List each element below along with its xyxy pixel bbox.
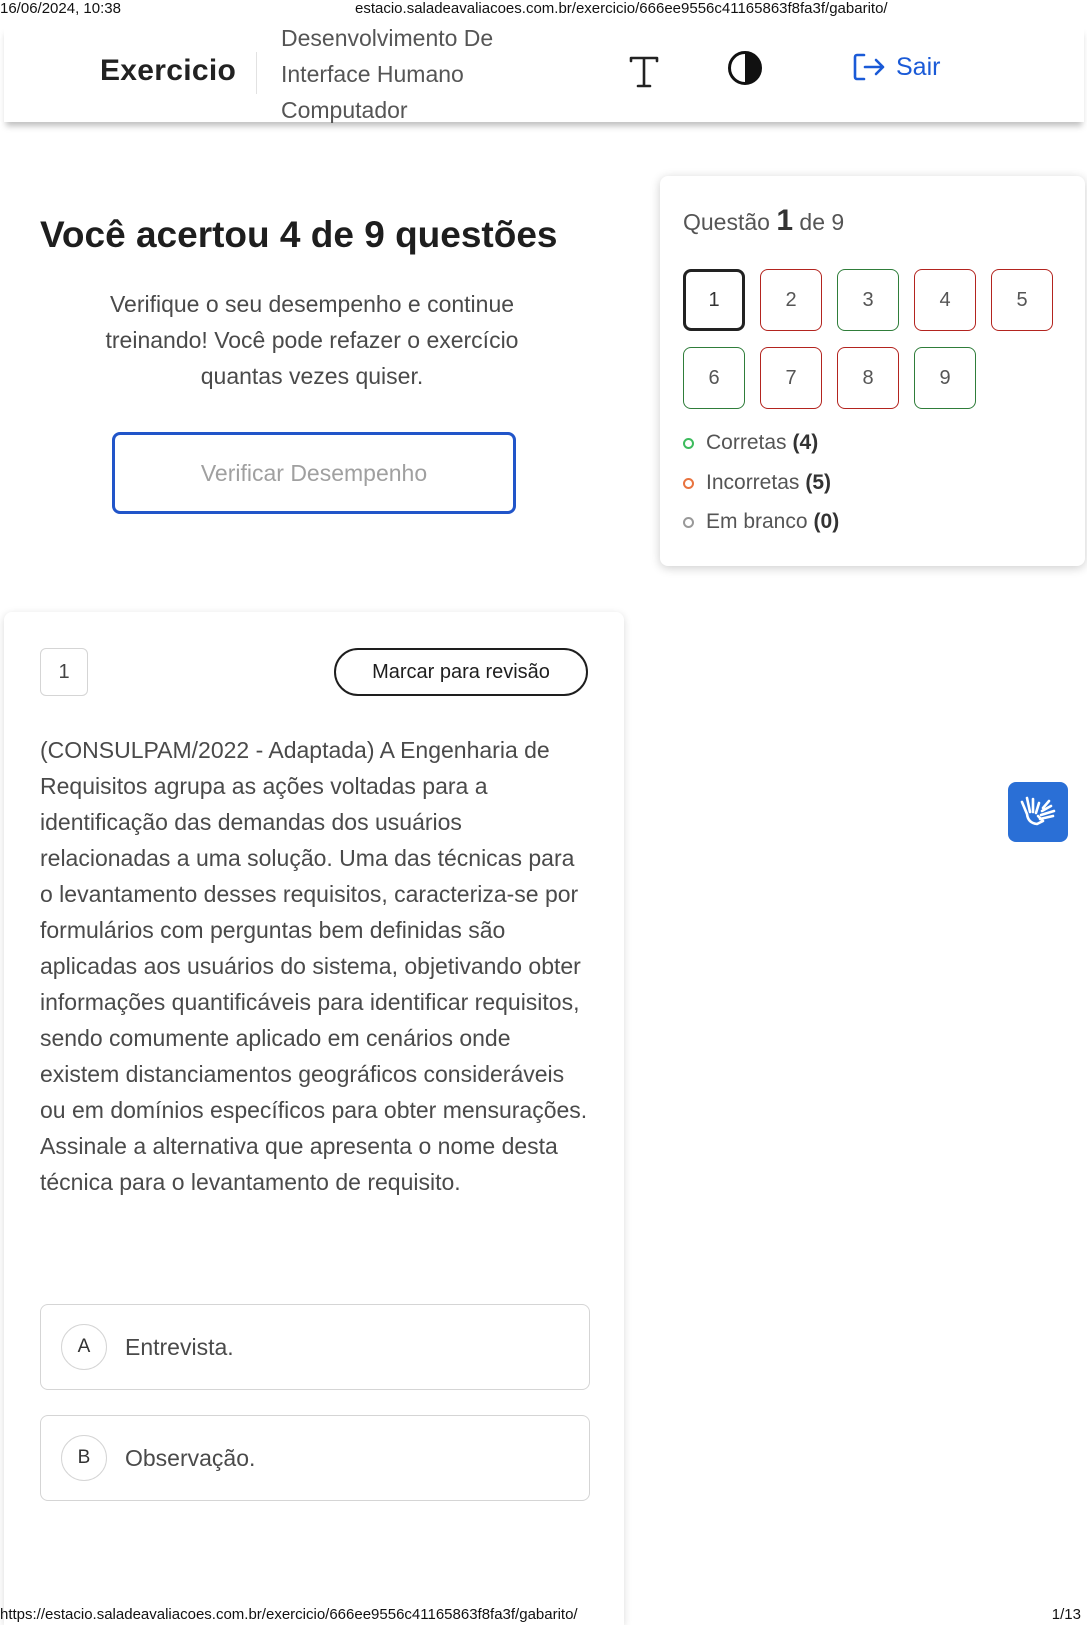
legend-label: Incorretas	[706, 471, 800, 494]
print-url-full: https://estacio.saladeavaliacoes.com.br/exercicio/666ee9556c41165863f8fa3f/gabarito/	[0, 1606, 578, 1623]
question-nav-button[interactable]: 4	[914, 269, 976, 331]
print-datetime: 16/06/2024, 10:38	[0, 0, 121, 17]
question-number: 1	[40, 648, 88, 696]
font-size-button[interactable]	[624, 50, 664, 94]
legend-blank	[683, 510, 839, 534]
question-nav-button[interactable]: 6	[683, 347, 745, 409]
print-url: estacio.saladeavaliacoes.com.br/exercicio/666ee9556c41165863f8fa3f/gabarito/	[355, 0, 888, 17]
logout-icon	[852, 52, 886, 82]
sign-language-button[interactable]	[1008, 782, 1068, 842]
text-size-icon	[627, 55, 661, 89]
question-nav-button[interactable]: 2	[760, 269, 822, 331]
option-text: Observação.	[125, 1444, 256, 1471]
logout-button[interactable]	[852, 52, 940, 82]
legend-count: (5)	[805, 471, 832, 494]
option-text: Entrevista.	[125, 1333, 234, 1360]
verify-performance-button[interactable]: Verificar Desempenho	[112, 432, 516, 514]
answer-option-b[interactable]	[40, 1415, 590, 1501]
question-nav-button[interactable]: 5	[991, 269, 1053, 331]
brand-divider	[256, 52, 257, 94]
legend-count: (0)	[813, 510, 840, 533]
brand-title: Exercicio	[100, 54, 237, 87]
legend-label: Em branco	[706, 510, 808, 533]
question-nav-button[interactable]: 3	[837, 269, 899, 331]
result-title: Você acertou 4 de 9 questões	[40, 214, 558, 255]
print-page-number: 1/13	[1051, 1606, 1081, 1623]
answer-option-a[interactable]	[40, 1304, 590, 1390]
legend-dot	[683, 478, 694, 489]
question-nav-button[interactable]: 1	[683, 269, 745, 331]
question-text: (CONSULPAM/2022 - Adaptada) A Engenharia de Requisitos agrupa as ações voltadas para a identificação das demandas dos usuários relacionadas a uma solução. Uma das técnicas para o levantamento desses requisitos, caracteriza-se por formulários com perguntas bem definidas são aplicadas aos usuários do sistema, objetivando obter informações quantificáveis para identificar requisitos, sendo comumente aplicado em cenários onde existem distanciamentos geográficos consideráveis ou em domínios específicos para obter mensurações. Assinale a alternativa que apresenta o nome desta técnica para o levantamento de requisito.	[40, 737, 588, 1195]
legend-correct	[683, 431, 818, 455]
question-nav-button[interactable]: 7	[760, 347, 822, 409]
question-nav-button[interactable]: 9	[914, 347, 976, 409]
legend-dot	[683, 517, 694, 528]
mark-for-review-button[interactable]: Marcar para revisão	[334, 648, 588, 696]
logout-label: Sair	[896, 52, 941, 81]
option-letter: A	[61, 1324, 107, 1370]
legend-incorrect	[683, 471, 831, 495]
question-card	[4, 612, 624, 1625]
sign-language-hands-icon	[1018, 792, 1058, 832]
contrast-icon	[727, 50, 763, 86]
option-letter: B	[61, 1435, 107, 1481]
navigator-title	[683, 204, 844, 238]
legend-count: (4)	[792, 431, 819, 454]
contrast-toggle-button[interactable]	[727, 50, 767, 90]
question-nav-button[interactable]: 8	[837, 347, 899, 409]
legend-label: Corretas	[706, 431, 787, 454]
question-navigator	[660, 176, 1085, 566]
navigator-label-prefix: Questão	[683, 209, 770, 235]
subject-title: Desenvolvimento De Interface Humano Computador	[281, 25, 494, 123]
navigator-label-suffix: de 9	[799, 209, 845, 235]
result-subtitle: Verifique o seu desempenho e continue treinando! Você pode refazer o exercício quantas vezes quiser.	[105, 291, 519, 389]
legend-dot	[683, 438, 694, 449]
navigator-current: 1	[776, 204, 794, 237]
